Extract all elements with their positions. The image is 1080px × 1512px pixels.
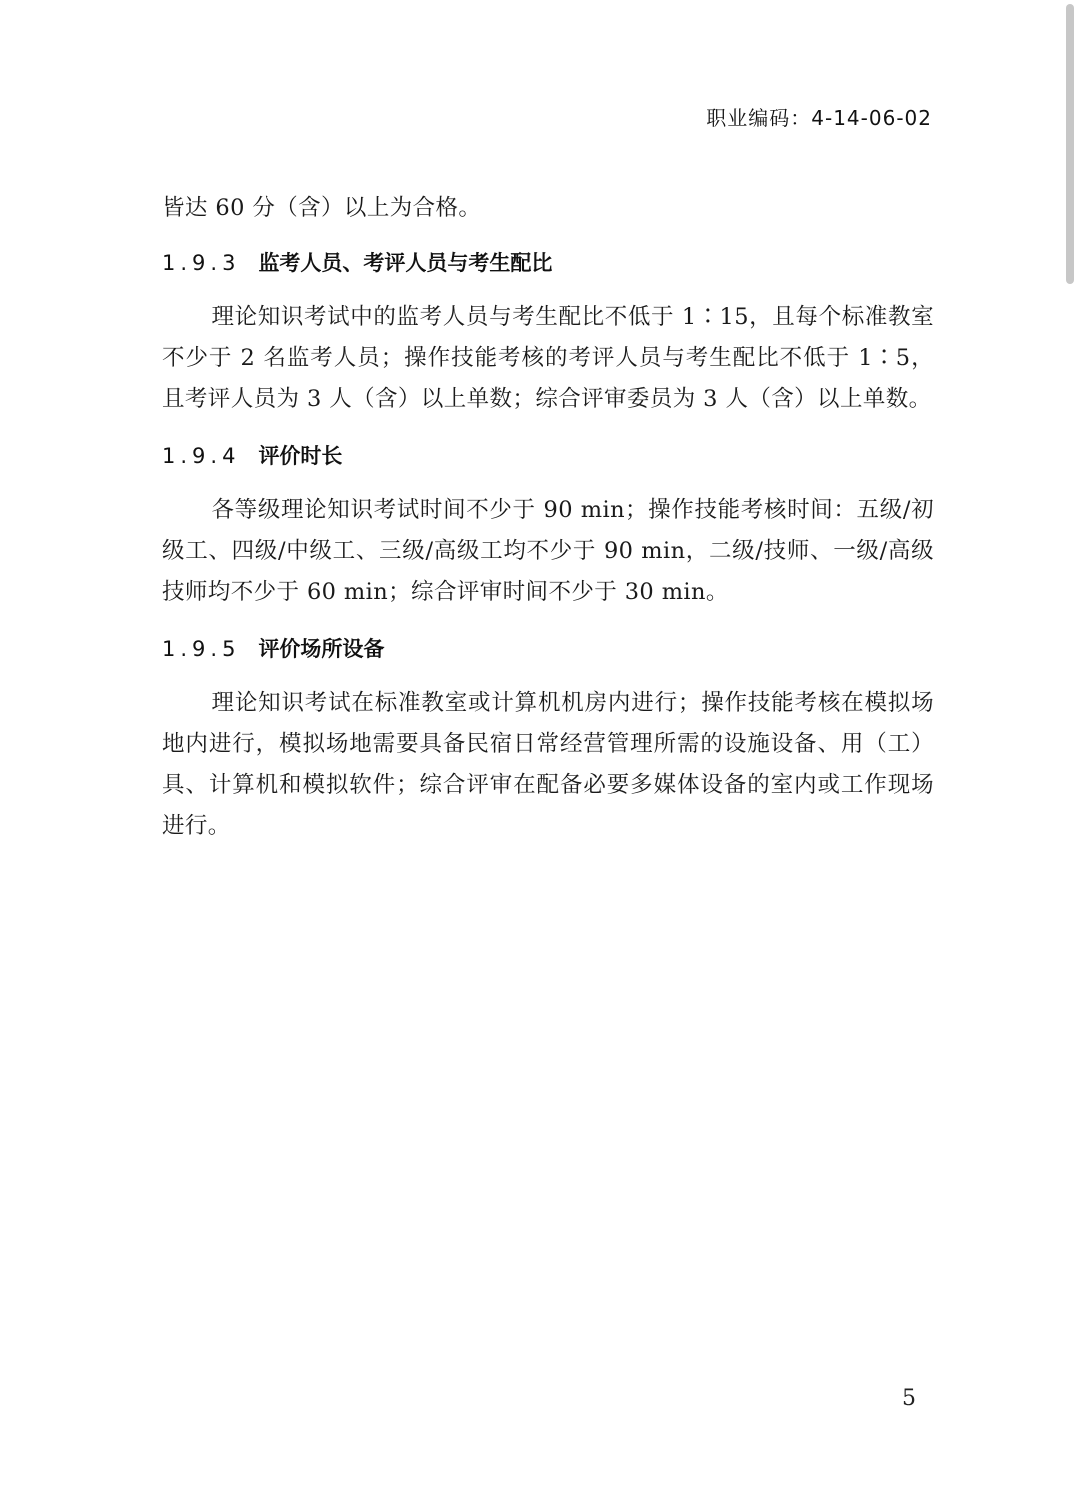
- intro-paragraph: 皆达 60 分（含）以上为合格。: [162, 195, 482, 221]
- section-heading: [162, 436, 934, 476]
- section-1-9-4: [162, 436, 934, 613]
- page-number: 5: [902, 1386, 916, 1411]
- section-1-9-3: [162, 243, 934, 420]
- section-body: 各等级理论知识考试时间不少于 90 min；操作技能考核时间：五级/初级工、四级/中级工、三级/高级工均不少于 90 min，二级/技师、一级/高级技师均不少于 60 min；综合评审时间不少于 30 min。: [162, 497, 934, 605]
- section-number: 1.9.3: [162, 251, 241, 275]
- section-title: 评价时长: [258, 444, 343, 468]
- section-title: 评价场所设备: [258, 637, 385, 661]
- section-body: 理论知识考试中的监考人员与考生配比不低于 1∶15，且每个标准教室不少于 2 名监考人员；操作技能考核的考评人员与考生配比不低于 1∶5，且考评人员为 3 人（含）以上单数；综合评审委员为 3 人（含）以上单数。: [162, 304, 934, 412]
- section-heading: [162, 243, 934, 283]
- page-content: [162, 188, 934, 863]
- scrollbar-thumb[interactable]: [1066, 4, 1074, 284]
- scrollbar[interactable]: [1058, 0, 1080, 1512]
- section-title: 监考人员、考评人员与考生配比: [258, 251, 553, 275]
- section-number: 1.9.4: [162, 444, 241, 468]
- section-1-9-5: [162, 629, 934, 847]
- section-body: 理论知识考试在标准教室或计算机机房内进行；操作技能考核在模拟场地内进行，模拟场地需要具备民宿日常经营管理所需的设施设备、用（工）具、计算机和模拟软件；综合评审在配备必要多媒体设备的室内或工作现场进行。: [162, 690, 934, 839]
- section-number: 1.9.5: [162, 637, 241, 661]
- section-heading: [162, 629, 934, 669]
- occupation-code-header: 职业编码：4-14-06-02: [706, 106, 932, 130]
